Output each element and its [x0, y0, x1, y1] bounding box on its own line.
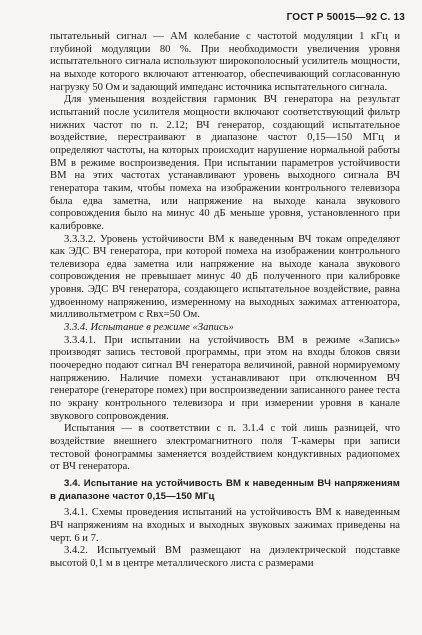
- paragraph-harmonics: Для уменьшения воздействия гармоник ВЧ генератора на результат испытаний после усилителя мощности включают соответствующий фильтр нижних частот по п. 2.12; ВЧ генератор, создающий испытательное воздействие, перестраивают в диапазоне частот 0,15—150 МГц и определяют частоты, на которых происходит нарушение нормальной работы ВМ в режиме воспроизведения. При испытании параметров устойчивости ВМ на этих частотах устанавливают уровень выходного сигнала ВЧ генератора таким, чтобы помеха на изображении контрольного телевизора была едва заметна, или напряжение на выходе канала звукового сопровождения было на минус 40 дБ меньше уровня, установленного при калибровке.: [50, 94, 400, 232]
- paragraph-3-3-3-2: 3.3.3.2. Уровень устойчивости ВМ к наведенным ВЧ токам определяют как ЭДС ВЧ генератора, при которой помеха на изображении контрольного телевизора едва заметна или напряжение на выходе канала звукового сопровождения не превышает минус 40 дБ полученного при калибровке уровня. ЭДС ВЧ генератора, создающего испытательное воздействие, равна удвоенному напряжению, измеренному на выходных зажимах аттенюатора, милливольтметром с Rвх=50 Ом.: [50, 233, 400, 321]
- heading-3-4: 3.4. Испытание на устойчивость ВМ к наведенным ВЧ напряжениям в диапазоне частот 0,15—150 МГц: [50, 477, 400, 502]
- paragraph-3-4-2: 3.4.2. Испытуемый ВМ размещают на диэлектрической подставке высотой 0,1 м в центре металлического листа с размерами: [50, 545, 400, 569]
- paragraph-3-4-1: 3.4.1. Схемы проведения испытаний на устойчивость ВМ к наведенным ВЧ напряжениям на входных и выходных звуковых зажимах приведены на черт. 6 и 7.: [50, 507, 400, 544]
- paragraph-3-3-4-1: 3.3.4.1. При испытании на устойчивость ВМ в режиме «Запись» производят запись тестовой программы, при этом на входы блоков связи поочередно подают сигнал ВЧ генератора величиной, равной нормируемому напряжению. Наличие помехи устанавливают при отключенном ВЧ генераторе (генераторе помех) при воспроизведении записанного ранее теста по экрану контрольного телевизора и при измерении уровня в канале звукового сопровождения.: [50, 334, 400, 422]
- paragraph-tests: Испытания — в соответствии с п. 3.1.4 с той лишь разницей, что воздействие внешнего электромагнитного поля Т-камеры при записи тестовой фонограммы заменяется воздействием кондуктивных радиопомех от ВЧ генератора.: [50, 423, 400, 473]
- body-text: [50, 31, 400, 571]
- heading-3-3-4: 3.3.4. Испытание в режиме «Запись»: [64, 322, 234, 334]
- page-header: ГОСТ Р 50015—92 С. 13: [286, 12, 405, 23]
- paragraph-continuation: пытательный сигнал — АМ колебание с частотой модуляции 1 кГц и глубиной модуляции 80 %. При необходимости увеличения уровня испытательного сигнала используют широкополосный усилитель мощности, на выходе которого включают аттенюатор, обеспечивающий согласованную нагрузку 50 Ом и задающий импеданс источника испытательного сигнала.: [50, 31, 400, 93]
